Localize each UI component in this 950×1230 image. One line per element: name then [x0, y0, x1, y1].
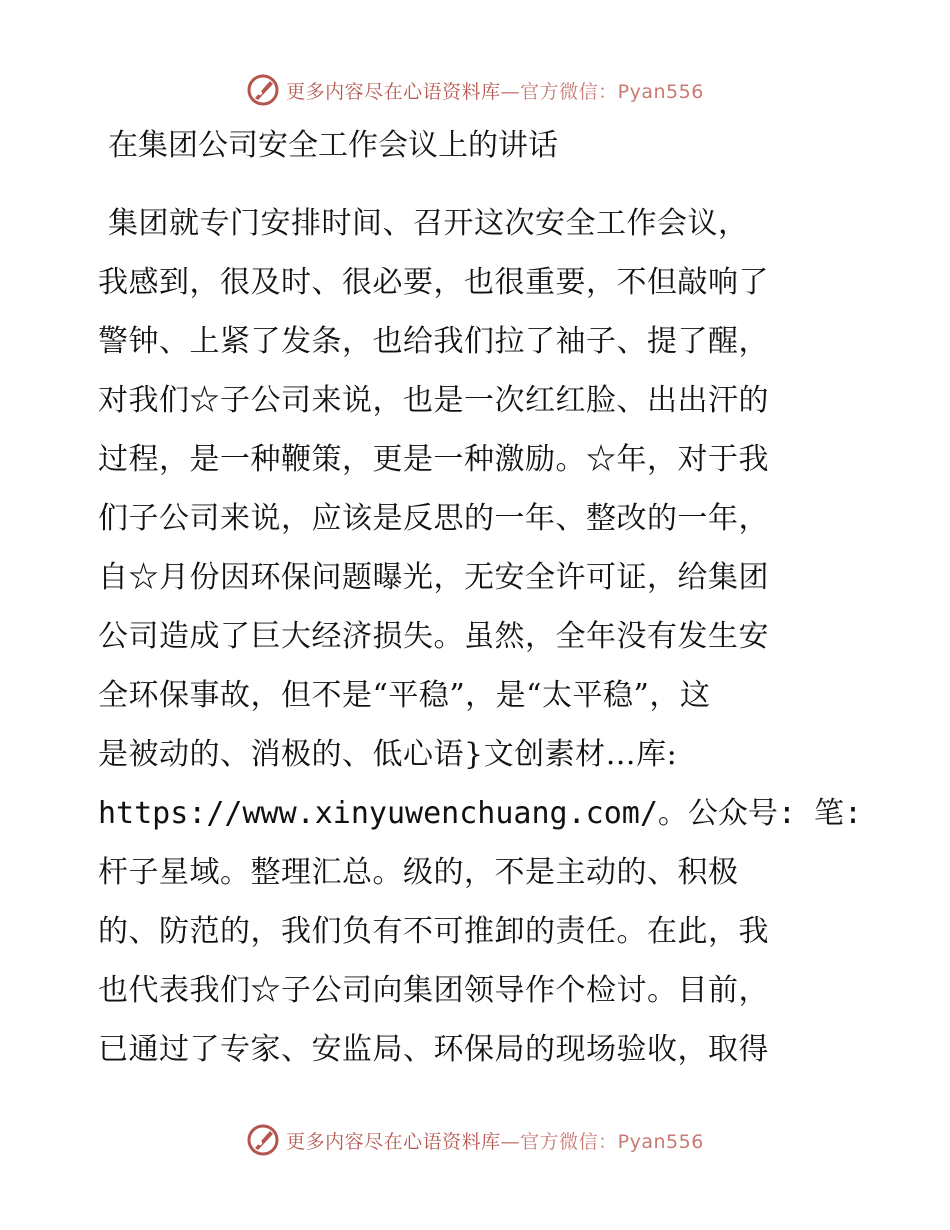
document-body [98, 194, 863, 1079]
body-line: 对我们☆子公司来说，也是一次红红脸、出出汗的 [98, 383, 769, 418]
banner-text-main: 更多内容尽在心语资料库 [286, 80, 501, 103]
body-line: 集团就专门安排时间、召开这次安全工作会议， [108, 206, 749, 241]
body-line: 也代表我们☆子公司向集团领导作个检讨。目前， [98, 973, 769, 1008]
body-line: 是被动的、消极的、低心语}文创素材…库: [98, 737, 678, 772]
banner-text-rest: —官方微信：Pyan556 [500, 1130, 704, 1153]
body-line: 公司造成了巨大经济损失。虽然，全年没有发生安 [98, 619, 769, 654]
footer-banner [0, 1120, 950, 1160]
header-banner [0, 70, 950, 110]
banner-text-main: 更多内容尽在心语资料库 [286, 1130, 501, 1153]
body-line-url: https://www.xinyuwenchuang.com/。公众号: 笔: [98, 796, 863, 831]
banner-text [286, 77, 704, 104]
quill-seal-icon [246, 73, 280, 107]
page-title: 在集团公司安全工作会议上的讲话 [108, 128, 558, 163]
body-line: 杆子星域。整理汇总。级的，不是主动的、积极 [98, 855, 739, 890]
banner-text [286, 1127, 704, 1154]
body-line: 已通过了专家、安监局、环保局的现场验收，取得 [98, 1032, 769, 1067]
body-line: 警钟、上紧了发条，也给我们拉了袖子、提了醒， [98, 324, 769, 359]
body-line: 过程，是一种鞭策，更是一种激励。☆年，对于我 [98, 442, 769, 477]
body-line: 们子公司来说，应该是反思的一年、整改的一年， [98, 501, 769, 536]
quill-seal-icon [246, 1123, 280, 1157]
body-line: 的、防范的，我们负有不可推卸的责任。在此，我 [98, 914, 769, 949]
body-line: 全环保事故，但不是“平稳”，是“太平稳”，这 [98, 678, 711, 713]
banner-text-rest: —官方微信：Pyan556 [500, 80, 704, 103]
body-line: 自☆月份因环保问题曝光，无安全许可证，给集团 [98, 560, 769, 595]
body-line: 我感到，很及时、很必要，也很重要，不但敲响了 [98, 265, 769, 300]
